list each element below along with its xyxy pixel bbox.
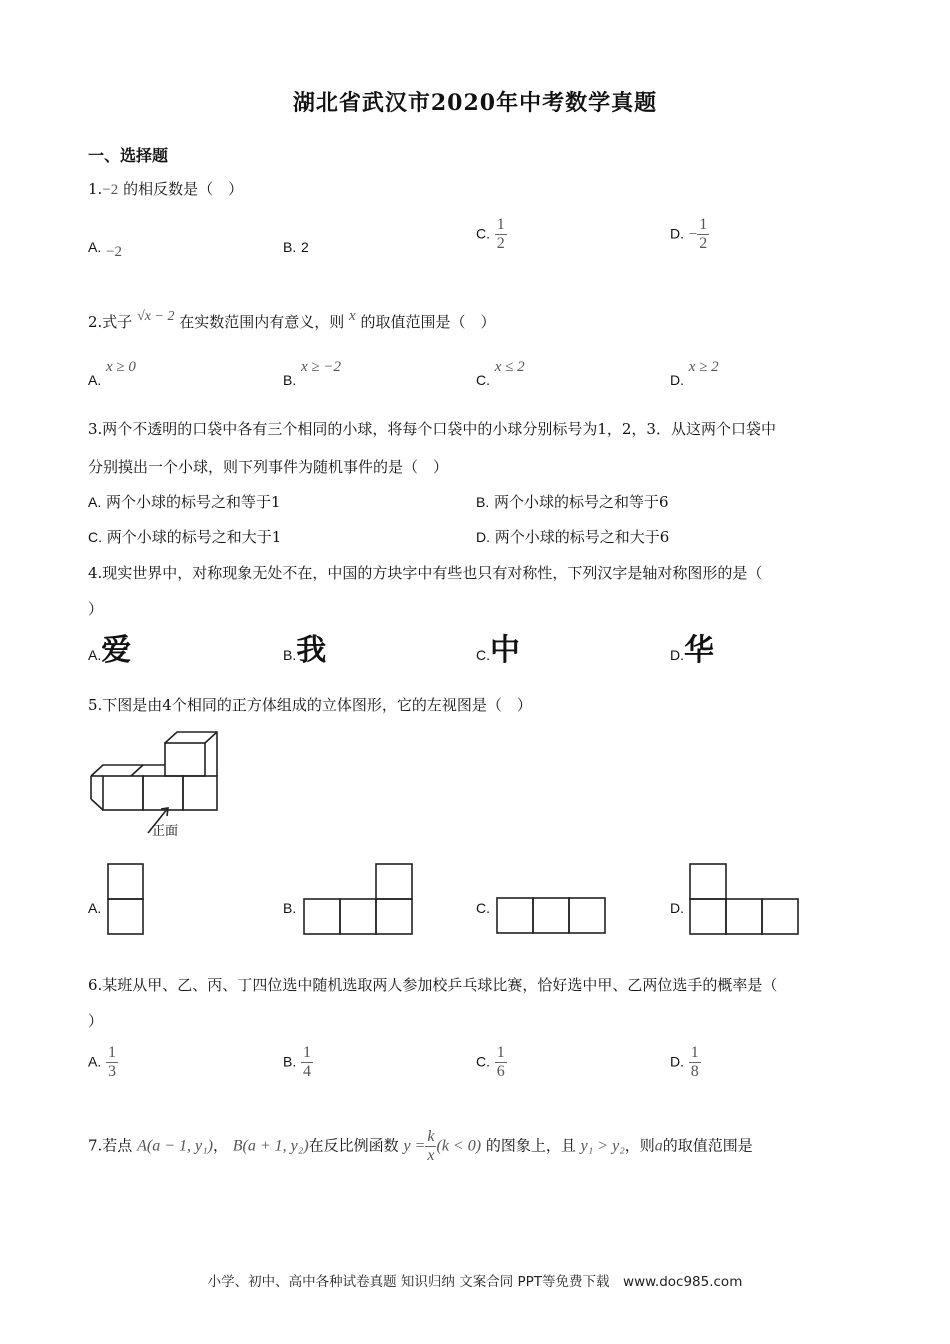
option-label: A. xyxy=(88,239,102,255)
square xyxy=(340,899,376,934)
denominator: 8 xyxy=(690,1063,699,1080)
option-label: A. xyxy=(88,647,102,663)
square xyxy=(533,898,569,933)
q1-option-a xyxy=(88,238,122,260)
q6-option-a xyxy=(88,1044,118,1081)
option-character: 爱 xyxy=(101,633,132,668)
numerator: 1 xyxy=(699,216,708,233)
denominator: 4 xyxy=(303,1063,312,1080)
question-4-stem-line2: ） xyxy=(88,600,104,618)
left-bottom-edge xyxy=(91,799,103,810)
denominator: 6 xyxy=(496,1063,505,1080)
denominator: 3 xyxy=(108,1063,117,1080)
q7-text-end: 的取值范围是 xyxy=(662,1136,753,1155)
q1-option-d xyxy=(670,216,709,253)
square xyxy=(690,864,726,899)
top-cube-edge xyxy=(205,732,217,743)
denominator: x xyxy=(427,1147,435,1164)
q1-option-b xyxy=(283,238,309,256)
minus-sign: − xyxy=(688,226,698,243)
variable-a: a xyxy=(654,1137,663,1155)
square xyxy=(108,899,143,934)
fraction xyxy=(301,1044,313,1081)
option-label: C. xyxy=(476,647,490,663)
fraction xyxy=(697,216,709,253)
question-4-stem-line1: 4.现实世界中，对称现象无处不在，中国的方块字中有些也只有对称性，下列汉字是轴对称图形的是（ xyxy=(88,564,763,582)
denominator: 2 xyxy=(496,235,505,252)
q2-sqrt-expression: √x − 2 xyxy=(137,309,175,324)
q2-variable: x xyxy=(349,308,356,324)
q5-option-b-figure xyxy=(302,862,416,936)
q2-number: 2.式子 xyxy=(88,313,133,331)
option-math: x ≥ −2 xyxy=(301,359,342,375)
top-cube-front xyxy=(165,743,205,776)
square xyxy=(376,899,412,934)
front-view-label: 正面 xyxy=(152,824,179,839)
option-text: 2 xyxy=(301,239,309,255)
function-condition: (k < 0) xyxy=(436,1137,482,1155)
q5-option-a-label: A. xyxy=(88,900,102,916)
numerator: 1 xyxy=(108,1044,117,1061)
option-label: A. xyxy=(88,494,102,510)
option-label: C. xyxy=(88,529,102,545)
q1-option-c xyxy=(476,216,507,253)
square xyxy=(304,899,340,934)
q6-option-c xyxy=(476,1044,507,1081)
fraction xyxy=(106,1044,118,1081)
fraction xyxy=(689,1044,701,1081)
front-cube-2 xyxy=(143,776,183,810)
option-text: 两个小球的标号之和大于1 xyxy=(106,528,282,546)
question-3-stem-line1: 3.两个不透明的口袋中各有三个相同的小球，将每个口袋中的小球分别标号为1，2，3．从这两个口袋中 xyxy=(88,420,776,438)
question-1-stem xyxy=(88,178,243,199)
q7-text: 在反比例函数 xyxy=(308,1136,399,1155)
option-label: A. xyxy=(88,372,102,388)
option-math: x ≥ 2 xyxy=(688,359,719,375)
separator: ， xyxy=(212,1136,228,1155)
option-label: D. xyxy=(476,529,490,545)
q5-option-a-figure xyxy=(106,862,146,936)
q5-option-b-label: B. xyxy=(283,900,297,916)
option-math: −2 xyxy=(106,244,122,260)
option-label: B. xyxy=(283,372,297,388)
page-footer: 小学、初中、高中各种试卷真题 知识归纳 文案合同 PPT等免费下载 www.doc985.com xyxy=(207,1274,743,1290)
square xyxy=(726,899,762,934)
option-character: 我 xyxy=(296,633,327,668)
option-text: 两个小球的标号之和等于6 xyxy=(494,493,669,511)
q1-math: −2 xyxy=(102,182,119,198)
option-math: x ≥ 0 xyxy=(106,359,136,375)
q2-text-end: 的取值范围是（ ） xyxy=(360,313,496,331)
option-label: C. xyxy=(476,1053,490,1070)
q2-option-c xyxy=(476,357,525,388)
q4-option-d xyxy=(670,625,714,669)
q3-option-c xyxy=(88,526,281,547)
option-math: x ≤ 2 xyxy=(494,359,525,375)
square xyxy=(690,899,726,934)
option-label: B. xyxy=(476,494,490,510)
q1-text: 的相反数是（ ） xyxy=(123,180,244,198)
page-title: 湖北省武汉市2020年中考数学真题 xyxy=(292,90,658,116)
q5-option-c-label: C. xyxy=(476,900,490,916)
q4-option-b xyxy=(283,625,326,669)
square xyxy=(497,898,533,933)
front-cube-1 xyxy=(103,776,143,810)
q4-option-c xyxy=(476,625,520,669)
q5-option-c-figure xyxy=(495,896,609,936)
front-cube-3 xyxy=(183,776,217,810)
q7-text: ，则 xyxy=(624,1136,655,1155)
square xyxy=(762,899,798,934)
option-label: A. xyxy=(88,1053,102,1070)
q2-option-a xyxy=(88,357,136,388)
square xyxy=(569,898,605,933)
question-6-stem-line2: ） xyxy=(88,1012,104,1030)
option-character: 中 xyxy=(490,633,520,668)
q5-option-d-label: D. xyxy=(670,900,684,916)
question-7-stem xyxy=(88,1128,753,1165)
function-lhs: y = xyxy=(403,1137,426,1155)
question-2-stem xyxy=(88,304,496,331)
point-b: B(a + 1, y₂) xyxy=(232,1137,309,1155)
option-text: 两个小球的标号之和大于6 xyxy=(494,528,670,546)
square xyxy=(108,864,143,899)
section-heading: 一、选择题 xyxy=(88,146,169,165)
inequality: y₁ > y₂ xyxy=(580,1137,625,1155)
numerator: 1 xyxy=(303,1044,312,1061)
q7-text: 的图象上，且 xyxy=(485,1136,576,1155)
question-3-stem-line2: 分别摸出一个小球，则下列事件为随机事件的是（ ） xyxy=(88,458,449,476)
option-label: D. xyxy=(670,225,684,242)
option-label: D. xyxy=(670,372,684,388)
q6-option-d xyxy=(670,1044,701,1081)
option-label: B. xyxy=(283,647,297,663)
q2-text: 在实数范围内有意义，则 xyxy=(179,313,345,331)
numerator: 1 xyxy=(690,1044,699,1061)
square xyxy=(376,864,412,899)
fraction xyxy=(495,1044,507,1081)
q6-option-b xyxy=(283,1044,313,1081)
q3-option-b xyxy=(476,491,669,512)
numerator: 1 xyxy=(496,216,505,233)
numerator: 1 xyxy=(496,1044,505,1061)
q5-option-d-figure xyxy=(688,862,802,936)
q3-option-a xyxy=(88,491,281,512)
option-label: B. xyxy=(283,1053,297,1070)
q2-option-b xyxy=(283,357,342,388)
question-6-stem-line1: 6.某班从甲、乙、丙、丁四位选中随机选取两人参加校乒乓球比赛，恰好选中甲、乙两位选手的概率是（ xyxy=(88,976,778,994)
q1-number: 1. xyxy=(88,180,103,198)
fraction xyxy=(495,216,507,253)
bottom-row-top-edge xyxy=(91,765,165,776)
option-label: C. xyxy=(476,372,490,388)
q7-number: 7.若点 xyxy=(88,1136,133,1155)
q2-option-d xyxy=(670,357,719,388)
point-a: A(a − 1, y₁) xyxy=(137,1137,213,1155)
option-character: 华 xyxy=(684,633,714,668)
option-text: 两个小球的标号之和等于1 xyxy=(106,493,281,511)
numerator: k xyxy=(427,1128,435,1145)
question-5-stem: 5.下图是由4个相同的正方体组成的立体图形，它的左视图是（ ） xyxy=(88,696,532,714)
q4-option-a xyxy=(88,625,131,669)
option-label: C. xyxy=(476,225,490,242)
option-label: B. xyxy=(283,239,297,255)
denominator: 2 xyxy=(699,235,708,252)
q3-option-d xyxy=(476,526,669,547)
function-fraction xyxy=(425,1128,436,1165)
option-label: D. xyxy=(670,647,684,663)
cube-divider-top xyxy=(131,765,143,776)
option-label: D. xyxy=(670,1053,684,1070)
